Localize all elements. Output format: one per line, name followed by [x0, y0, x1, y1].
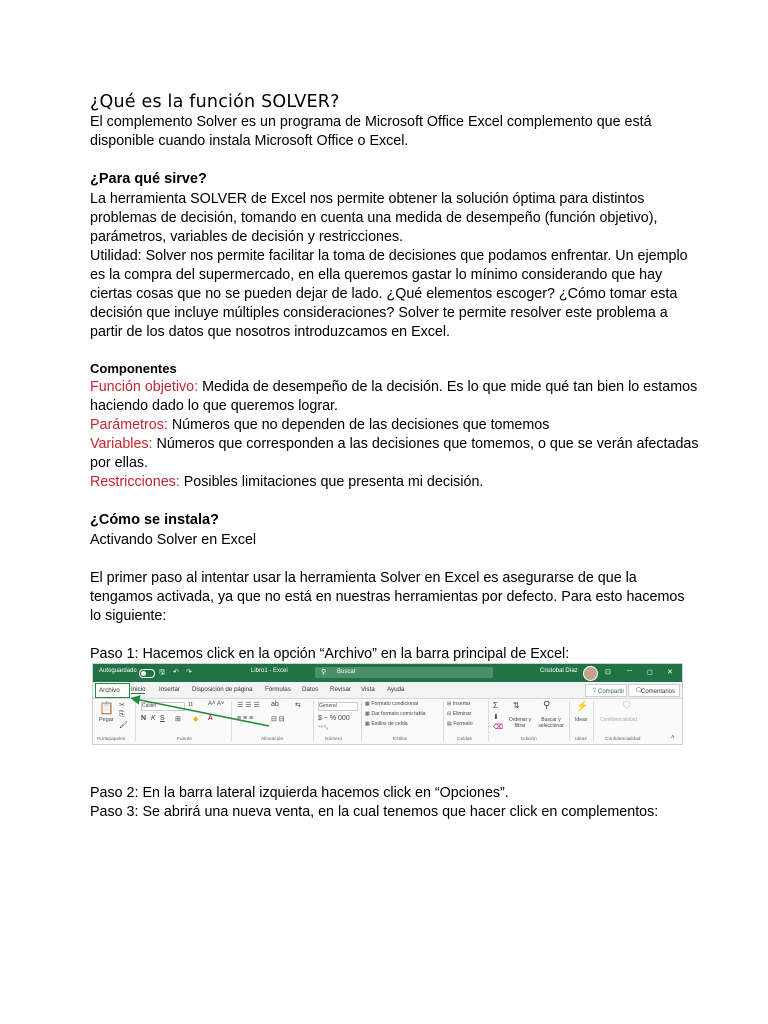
share-text: Compartir [598, 689, 625, 695]
maximize-icon[interactable]: ◻ [647, 669, 653, 676]
fill-color-icon[interactable]: ◆ [193, 716, 199, 723]
save-icon[interactable]: 🖫 [159, 669, 165, 676]
text-line: es la compra del supermercado, en ella queremos gastar lo mínimo considerando que hay [90, 267, 663, 283]
como-paragraph [90, 569, 690, 626]
group-label: Ideas [575, 737, 587, 742]
cut-icon[interactable]: ✂ [119, 702, 125, 709]
text-line: Paso 1: Hacemos click en la opción “Archivo” en la barra principal de Excel: [90, 646, 570, 662]
componentes-list [90, 378, 699, 492]
section-title-para-que: ¿Para qué sirve? [90, 171, 207, 187]
number-format-select[interactable]: General [318, 702, 358, 711]
def-text: Números que no dependen de las decisiones que tomemos [167, 417, 550, 433]
font-color-icon[interactable]: A [208, 715, 213, 722]
cond-format-label: Formato condicional [371, 701, 419, 707]
orientation-icon[interactable]: ab [271, 701, 279, 708]
autosave-label: Autoguardado [99, 668, 137, 674]
def-text: Medida de desempeño de la decisión. Es lo que mide qué tan bien lo estamos [198, 379, 698, 395]
tab-datos[interactable]: Datos [302, 686, 319, 693]
currency-icon[interactable]: $ ~ % 000 [318, 715, 350, 722]
para-que-paragraph [90, 190, 690, 342]
group-label: Estilos [393, 737, 408, 742]
undo-icon[interactable]: ↶ [173, 669, 179, 676]
text-line: Paso 3: Se abrirá una nueva venta, en la cual tenemos que hacer click en complementos: [90, 804, 659, 820]
cell-styles-button[interactable]: ▦ Estilos de celda [365, 721, 408, 727]
tab-revisar[interactable]: Revisar [330, 686, 351, 693]
tab-inicio[interactable]: Inicio [131, 686, 146, 693]
paso-2-3 [90, 784, 690, 822]
sensitivity-icon[interactable]: ⛉ [623, 701, 631, 712]
format-painter-icon[interactable]: 🖌 [119, 722, 128, 729]
autosum-icon[interactable]: Σ [493, 701, 498, 710]
tab-ayuda[interactable]: Ayuda [387, 686, 405, 693]
intro-line: disponible cuando instala Microsoft Office o Excel. [90, 133, 409, 149]
cond-format-button[interactable]: ▦ Formato condicional [365, 701, 419, 707]
table-format-button[interactable]: ▦ Dar formato como tabla [365, 711, 426, 717]
italic-icon[interactable]: K [151, 715, 156, 722]
text-line: Utilidad: Solver nos permite facilitar la toma de decisiones que podamos enfrentar. Un ejemplo [90, 248, 688, 264]
format-label: Formato [453, 721, 473, 727]
text-line: Activando Solver en Excel [90, 532, 257, 548]
como-subtitle [90, 531, 690, 550]
def-text: por ellas. [90, 455, 149, 471]
align-top-icon[interactable]: ☰ ☰ ☰ [237, 702, 260, 709]
paste-button[interactable]: Pegar [99, 717, 114, 723]
fill-icon[interactable]: ⬇ [493, 714, 499, 721]
table-format-label: Dar formato como tabla [371, 711, 426, 717]
group-label: Edición [521, 737, 537, 742]
wrap-text-icon[interactable]: ⇆ [295, 702, 301, 709]
confidentiality-button[interactable]: Confidencialidad [600, 717, 637, 723]
sort-filter-button[interactable]: Ordenar y filtrar [508, 717, 532, 729]
group-label: Portapapeles [97, 737, 126, 742]
page-title: ¿Qué es la función SOLVER? [90, 92, 340, 112]
insert-cells-button[interactable]: ⊞ Insertar [447, 701, 471, 707]
clipboard-icon[interactable]: 📋 [99, 701, 114, 715]
tab-vista[interactable]: Vista [361, 686, 375, 693]
text-line: El primer paso al intentar usar la herramienta Solver en Excel es asegurarse de que la [90, 570, 637, 586]
window-title: Libro1 - Excel [251, 668, 288, 674]
find-icon[interactable]: ⚲ [543, 700, 551, 711]
def-text: haciendo dado lo que queremos lograr. [90, 398, 338, 414]
share-label: ⇪ Compartir [592, 688, 625, 695]
intro-line: El complemento Solver es un programa de Microsoft Office Excel complemento que está [90, 114, 652, 130]
redo-icon[interactable]: ↷ [186, 669, 192, 676]
format-cells-button[interactable]: ▤ Formato [447, 721, 473, 727]
def-text: Números que corresponden a las decisiones que tomemos, o que se verán afectadas [152, 436, 699, 452]
underline-icon[interactable]: S [160, 715, 165, 722]
font-name-select[interactable]: Calibri [141, 702, 185, 711]
text-line: Paso 2: En la barra lateral izquierda hacemos click en “Opciones”. [90, 785, 509, 801]
arrow-line [135, 699, 269, 726]
text-line: ciertas cosas que no se pueden dejar de lado. ¿Qué elementos escoger? ¿Cómo tomar esta [90, 286, 678, 302]
section-title-componentes: Componentes [90, 361, 177, 376]
text-line: partir de los datos que nosotros introduzcamos en Excel. [90, 324, 450, 340]
user-name: Cristobal Díaz [540, 668, 578, 674]
search-icon: ⚲ [321, 669, 327, 676]
group-label: Número [325, 737, 343, 742]
cell-styles-label: Estilos de celda [371, 721, 408, 727]
term-variables: Variables: [90, 436, 153, 452]
merge-icon[interactable]: ⊟ ⊟ [271, 716, 285, 723]
borders-icon[interactable]: ⊞ [175, 716, 181, 723]
text-line: La herramienta SOLVER de Excel nos permite obtener la solución óptima para distintos [90, 191, 645, 207]
sort-filter-icon[interactable]: ⇅ [513, 701, 520, 710]
copy-icon[interactable]: ⎘ [119, 711, 125, 718]
tab-formulas[interactable]: Fórmulas [265, 686, 291, 693]
text-line: problemas de decisión, tomando en cuenta una medida de desempeño (función objetivo), [90, 210, 658, 226]
tab-label: Archivo [99, 687, 120, 694]
delete-label: Eliminar [452, 711, 472, 717]
term-restricciones: Restricciones: [90, 474, 180, 490]
term-funcion: Función objetivo: [90, 379, 199, 395]
section-title-como: ¿Cómo se instala? [90, 512, 219, 528]
find-select-button[interactable]: Buscar y seleccionar [538, 717, 564, 729]
tab-insertar[interactable]: Insertar [159, 686, 180, 693]
ideas-button[interactable]: Ideas [575, 717, 588, 723]
text-line: lo siguiente: [90, 608, 167, 624]
insert-label: Insertar [452, 701, 471, 707]
annotation-arrow [93, 664, 682, 744]
component-parametros [90, 416, 690, 435]
delete-cells-button[interactable]: ⊟ Eliminar [447, 711, 472, 717]
group-label: Fuente [177, 737, 192, 742]
text-line: parámetros, variables de decisión y restricciones. [90, 229, 404, 245]
ideas-icon[interactable]: ⚡ [576, 701, 589, 712]
term-parametros: Parámetros: [90, 417, 168, 433]
group-label: Celdas [457, 737, 472, 742]
paso-1 [90, 645, 690, 664]
group-label: Confidencialidad [605, 737, 641, 742]
collapse-ribbon-icon[interactable]: ˄ [671, 735, 675, 741]
decimal-icon[interactable]: ⁺⁰ ⁰₀ [318, 725, 329, 731]
bold-icon[interactable]: N [141, 715, 147, 722]
minimize-icon[interactable]: ─ [627, 668, 632, 675]
comments-text: Comentarios [641, 689, 676, 695]
group-label: Alineación [261, 737, 284, 742]
comments-label: 🗨 Comentarios [635, 688, 676, 695]
intro-paragraph [90, 113, 690, 151]
excel-ribbon-screenshot [92, 663, 683, 745]
clear-icon[interactable]: ⌫ [493, 724, 503, 731]
tab-disposicion[interactable]: Disposición de página [192, 686, 253, 693]
component-funcion [90, 378, 698, 397]
close-icon[interactable]: ✕ [667, 669, 673, 676]
component-restricciones [90, 473, 690, 492]
font-size-select[interactable]: 11 [188, 702, 194, 708]
align-left-icon[interactable]: ≡ ≡ ≡ [237, 715, 254, 722]
grow-font-icon[interactable]: A˄ A˅ [208, 701, 225, 707]
text-line: tengamos activada, ya que no está en nuestras herramientas por defecto. Para esto hacemos [90, 589, 685, 605]
text-line: decisión que incluye múltiples consideraciones? Solver te permite resolver este problema a [90, 305, 668, 321]
ribbon-display-icon[interactable]: ⊡ [605, 669, 611, 676]
search-placeholder: Buscar [337, 669, 356, 675]
def-text: Posibles limitaciones que presenta mi decisión. [179, 474, 484, 490]
component-variables [90, 435, 699, 454]
